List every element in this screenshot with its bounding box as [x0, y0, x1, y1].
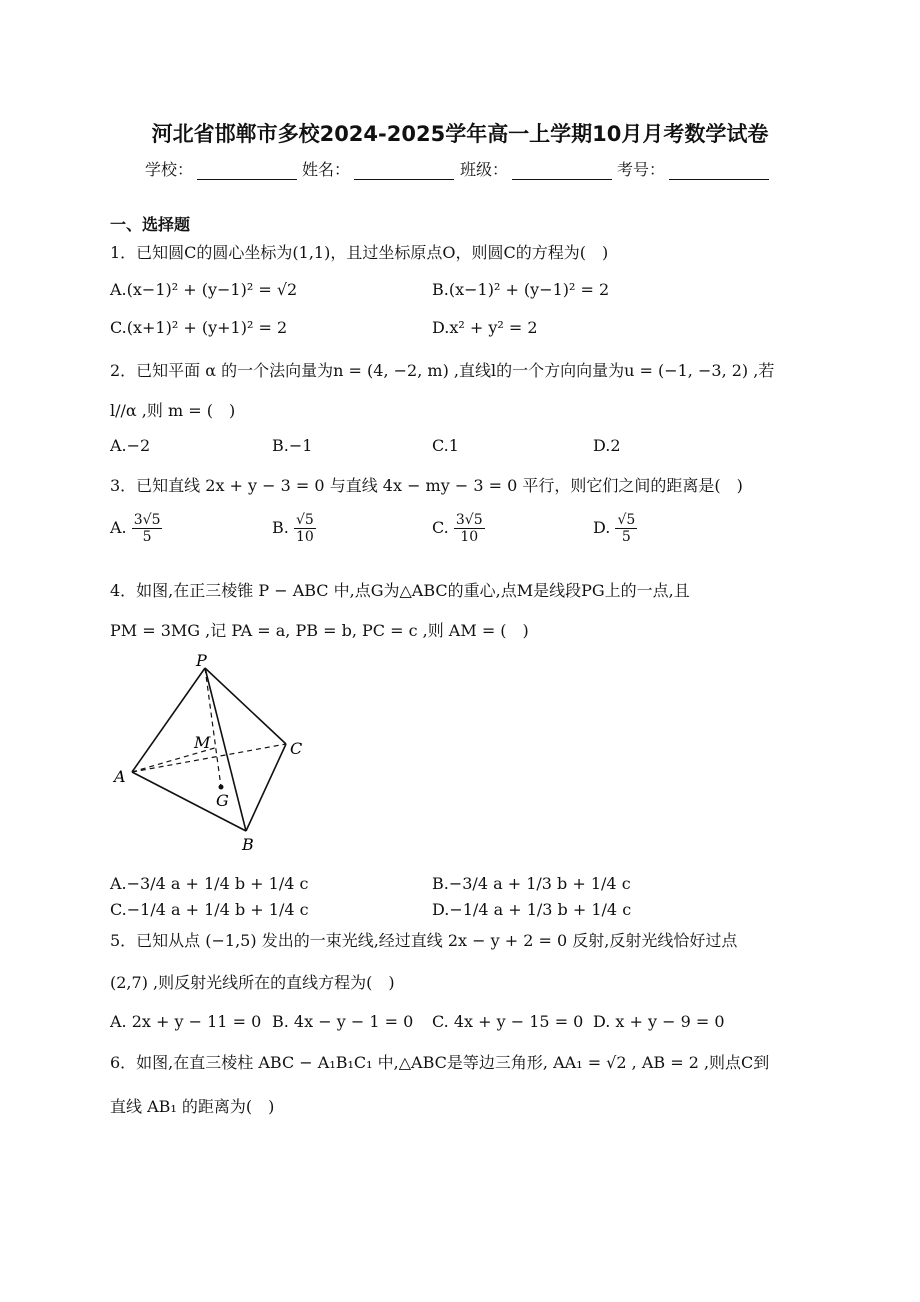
number-label: 考号：: [617, 160, 666, 179]
q5-stem-line2: (2,7) ,则反射光线所在的直线方程为( ): [110, 973, 395, 992]
q3-c-fraction: [454, 512, 485, 545]
class-blank[interactable]: [512, 163, 612, 180]
q2-stem-line1: 2．已知平面 α 的一个法向量为n = (4, −2, m) ,直线l的一个方向向量为u = (−1, −3, 2) ,若: [110, 361, 775, 380]
q1-option-c[interactable]: C.(x+1)² + (y+1)² = 2: [110, 318, 288, 337]
edge-pa: [132, 668, 205, 772]
q4-stem-line2: PM = 3MG ,记 PA = a, PB = b, PC = c ,则 AM = ( ): [110, 621, 529, 640]
q3-c-numerator: 3√5: [455, 512, 483, 528]
q6-stem-line1: 6．如图,在直三棱柱 ABC − A₁B₁C₁ 中,△ABC是等边三角形, AA₁ = √2 , AB = 2 ,则点C到: [110, 1053, 770, 1072]
q2-option-c[interactable]: C.1: [432, 436, 459, 455]
q3-option-a[interactable]: [110, 512, 162, 545]
q3-b-denominator: 10: [295, 529, 314, 545]
q4-option-d[interactable]: D.−1/4 a + 1/3 b + 1/4 c: [432, 900, 632, 919]
q2-option-d[interactable]: D.2: [593, 436, 621, 455]
q3-b-numerator: √5: [295, 512, 314, 528]
label-c: C: [290, 739, 303, 758]
class-label: 班级：: [460, 160, 509, 179]
school-label: 学校：: [145, 160, 194, 179]
segment-pg: [205, 668, 221, 787]
q2-stem-line2: l//α ,则 m = ( ): [110, 401, 236, 420]
q5-option-b[interactable]: B. 4x − y − 1 = 0: [272, 1012, 414, 1031]
q3-a-denominator: 5: [142, 529, 152, 545]
pyramid-figure: [108, 648, 308, 858]
q3-option-c[interactable]: [432, 512, 485, 545]
q6-stem-line2: 直线 AB₁ 的距离为( ): [110, 1097, 275, 1116]
label-a: A: [114, 767, 126, 786]
q2-option-b[interactable]: B.−1: [272, 436, 313, 455]
q1-option-b[interactable]: B.(x−1)² + (y−1)² = 2: [432, 280, 610, 299]
q5-stem-line1: 5．已知从点 (−1,5) 发出的一束光线,经过直线 2x − y + 2 = 0 反射,反射光线恰好过点: [110, 931, 738, 950]
q1-stem: 1．已知圆C的圆心坐标为(1,1)，且过坐标原点O，则圆C的方程为( ): [110, 243, 609, 262]
school-blank[interactable]: [197, 163, 297, 180]
q3-d-label: D.: [593, 518, 611, 537]
q3-a-label: A.: [110, 518, 127, 537]
q4-option-a[interactable]: A.−3/4 a + 1/4 b + 1/4 c: [110, 874, 309, 893]
q5-option-c[interactable]: C. 4x + y − 15 = 0: [432, 1012, 584, 1031]
q1-option-d[interactable]: D.x² + y² = 2: [432, 318, 538, 337]
q3-d-fraction: [615, 512, 637, 545]
label-p: P: [196, 651, 207, 670]
q3-stem: 3．已知直线 2x + y − 3 = 0 与直线 4x − my − 3 = 0 平行，则它们之间的距离是( ): [110, 476, 743, 495]
label-b: B: [242, 835, 254, 854]
q3-b-label: B.: [272, 518, 289, 537]
point-g: [219, 785, 224, 790]
label-g: G: [216, 791, 229, 810]
section-heading: 一、选择题: [110, 215, 191, 234]
label-m: M: [194, 733, 211, 752]
number-field[interactable]: [617, 157, 769, 180]
edge-bc: [246, 744, 286, 831]
q5-option-a[interactable]: A. 2x + y − 11 = 0: [110, 1012, 262, 1031]
edge-ab: [132, 772, 246, 831]
school-field[interactable]: [145, 157, 297, 180]
q3-b-fraction: [294, 512, 316, 545]
number-blank[interactable]: [669, 163, 769, 180]
q3-d-numerator: √5: [617, 512, 636, 528]
name-blank[interactable]: [354, 163, 454, 180]
edge-pc: [205, 668, 286, 744]
q4-option-c[interactable]: C.−1/4 a + 1/4 b + 1/4 c: [110, 900, 309, 919]
q4-option-b[interactable]: B.−3/4 a + 1/3 b + 1/4 c: [432, 874, 631, 893]
q3-a-fraction: [132, 512, 163, 545]
q2-option-a[interactable]: A.−2: [110, 436, 151, 455]
q3-d-denominator: 5: [621, 529, 631, 545]
q5-option-d[interactable]: D. x + y − 9 = 0: [593, 1012, 725, 1031]
q3-a-numerator: 3√5: [133, 512, 161, 528]
q4-stem-line1: 4．如图,在正三棱锥 P − ABC 中,点G为△ABC的重心,点M是线段PG上的一点,且: [110, 581, 690, 600]
q3-c-denominator: 10: [460, 529, 479, 545]
name-field[interactable]: [302, 157, 454, 180]
q1-option-a[interactable]: A.(x−1)² + (y−1)² = √2: [110, 280, 298, 299]
class-field[interactable]: [460, 157, 612, 180]
q3-option-b[interactable]: [272, 512, 316, 545]
q3-c-label: C.: [432, 518, 449, 537]
name-label: 姓名：: [302, 160, 351, 179]
q3-option-d[interactable]: [593, 512, 637, 545]
page-title: 河北省邯郸市多校2024-2025学年高一上学期10月月考数学试卷: [151, 122, 769, 146]
